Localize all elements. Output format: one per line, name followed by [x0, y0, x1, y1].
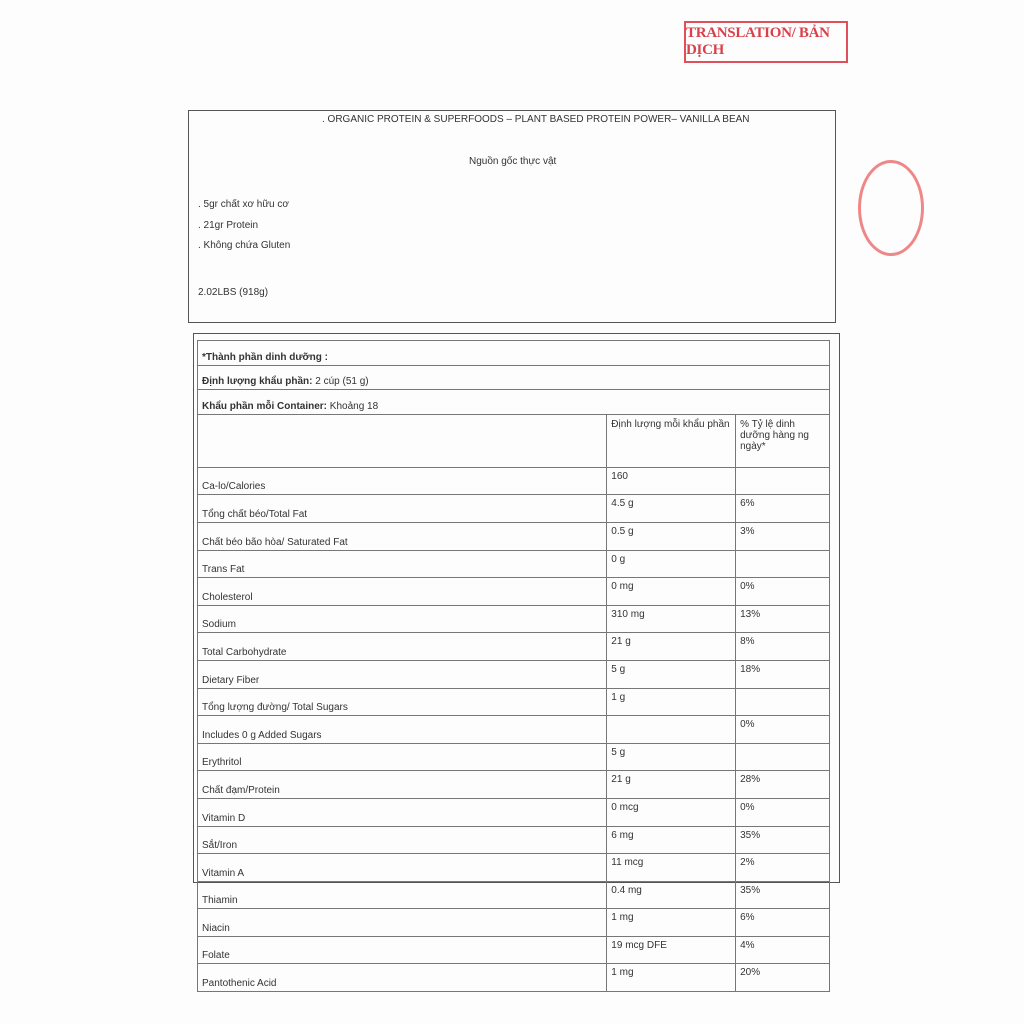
table-row: [198, 854, 830, 882]
table-row: [198, 550, 830, 578]
dv-cell: 20%: [736, 964, 830, 992]
nutrient-name: Cholesterol: [198, 578, 607, 606]
table-row: [198, 660, 830, 688]
nutrient-name: Sắt/Iron: [198, 826, 607, 854]
table-row: [198, 743, 830, 771]
nutrient-name: Vitamin D: [198, 798, 607, 826]
dv-cell: 0%: [736, 578, 830, 606]
dv-cell: [736, 743, 830, 771]
nutrient-name: Tổng chất béo/Total Fat: [198, 495, 607, 523]
amount-cell: [607, 716, 736, 744]
nutrient-name: Pantothenic Acid: [198, 964, 607, 992]
table-row: [198, 467, 830, 495]
amount-cell: 1 g: [607, 688, 736, 716]
servings-per-container: Khẩu phần mỗi Container: Khoảng 18: [198, 390, 830, 415]
dv-cell: 28%: [736, 771, 830, 799]
nutrient-name: Erythritol: [198, 743, 607, 771]
nutrition-table: [197, 340, 830, 992]
amount-cell: 21 g: [607, 633, 736, 661]
nutrient-name: Ca-lo/Calories: [198, 467, 607, 495]
table-row: [198, 936, 830, 964]
table-row: [198, 826, 830, 854]
nutrition-title: *Thành phần dinh dưỡng :: [198, 341, 830, 366]
dv-cell: 2%: [736, 854, 830, 882]
table-row: [198, 909, 830, 937]
bullet-2: . 21gr Protein: [198, 220, 259, 231]
amount-cell: 0 g: [607, 550, 736, 578]
bullet-3: . Không chứa Gluten: [198, 240, 291, 251]
amount-cell: 0 mcg: [607, 798, 736, 826]
table-row: [198, 798, 830, 826]
net-weight: 2.02LBS (918g): [198, 287, 269, 298]
table-row: [198, 495, 830, 523]
header-blank: [198, 414, 607, 467]
table-row: [198, 881, 830, 909]
dv-cell: [736, 550, 830, 578]
col-amount-header: Định lượng mỗi khẩu phần: [607, 414, 736, 467]
nutrient-name: Sodium: [198, 605, 607, 633]
amount-cell: 5 g: [607, 660, 736, 688]
dv-cell: 6%: [736, 495, 830, 523]
dv-cell: 35%: [736, 881, 830, 909]
nutrient-name: Chất béo bão hòa/ Saturated Fat: [198, 522, 607, 550]
amount-cell: 0 mg: [607, 578, 736, 606]
nutrient-name: Trans Fat: [198, 550, 607, 578]
table-row: [198, 716, 830, 744]
amount-cell: 4.5 g: [607, 495, 736, 523]
nutrient-name: Tổng lượng đường/ Total Sugars: [198, 688, 607, 716]
dv-cell: 0%: [736, 798, 830, 826]
amount-cell: 19 mcg DFE: [607, 936, 736, 964]
table-row: [198, 522, 830, 550]
amount-cell: 1 mg: [607, 909, 736, 937]
amount-cell: 310 mg: [607, 605, 736, 633]
col-dv-header: % Tỷ lệ dinh dưỡng hàng ng ngày*: [736, 414, 830, 467]
amount-cell: 1 mg: [607, 964, 736, 992]
dv-cell: [736, 688, 830, 716]
nutrient-name: Folate: [198, 936, 607, 964]
nutrient-name: Total Carbohydrate: [198, 633, 607, 661]
nutrient-name: Dietary Fiber: [198, 660, 607, 688]
dv-cell: 0%: [736, 716, 830, 744]
amount-cell: 0.5 g: [607, 522, 736, 550]
nutrient-name: Includes 0 g Added Sugars: [198, 716, 607, 744]
product-title: . ORGANIC PROTEIN & SUPERFOODS – PLANT BASED PROTEIN POWER– VANILLA BEAN: [322, 114, 750, 125]
nutrient-name: Thiamin: [198, 881, 607, 909]
bullet-1: . 5gr chất xơ hữu cơ: [198, 199, 289, 210]
nutrient-name: Niacin: [198, 909, 607, 937]
table-row: [198, 771, 830, 799]
dv-cell: [736, 467, 830, 495]
table-row: [198, 964, 830, 992]
translation-stamp: TRANSLATION/ BẢN DỊCH: [684, 21, 848, 63]
table-row: [198, 605, 830, 633]
dv-cell: 8%: [736, 633, 830, 661]
amount-cell: 5 g: [607, 743, 736, 771]
dv-cell: 35%: [736, 826, 830, 854]
nutrient-name: Vitamin A: [198, 854, 607, 882]
amount-cell: 21 g: [607, 771, 736, 799]
product-subtitle: Nguồn gốc thực vật: [469, 156, 557, 167]
dv-cell: 4%: [736, 936, 830, 964]
dv-cell: 18%: [736, 660, 830, 688]
serving-size: Định lượng khẩu phần: 2 cúp (51 g): [198, 365, 830, 390]
seal-stamp: [858, 160, 924, 256]
amount-cell: 6 mg: [607, 826, 736, 854]
table-row: [198, 633, 830, 661]
nutrient-name: Chất đạm/Protein: [198, 771, 607, 799]
amount-cell: 11 mcg: [607, 854, 736, 882]
product-header-box: [188, 110, 836, 323]
table-row: [198, 578, 830, 606]
table-row: [198, 688, 830, 716]
dv-cell: 13%: [736, 605, 830, 633]
dv-cell: 6%: [736, 909, 830, 937]
amount-cell: 160: [607, 467, 736, 495]
dv-cell: 3%: [736, 522, 830, 550]
amount-cell: 0.4 mg: [607, 881, 736, 909]
